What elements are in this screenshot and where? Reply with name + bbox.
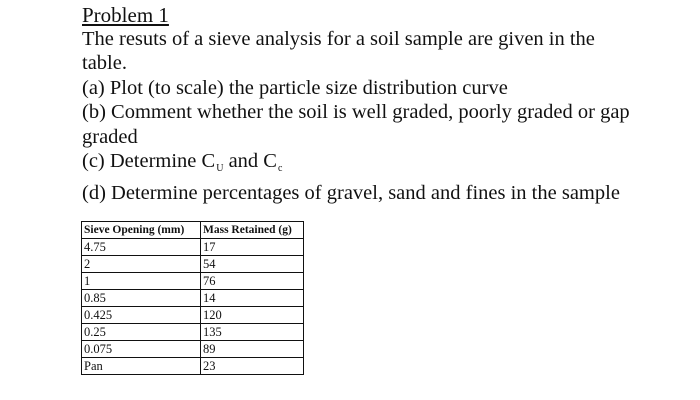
mass-retained-cell: 89 [201,341,304,358]
table-row [82,341,304,358]
part-c [82,149,642,181]
header-sieve-opening: Sieve Opening (mm) [82,222,201,239]
part-b: (b) Comment whether the soil is well graded, poorly graded or gap graded [82,101,630,148]
cc-subscript: c [277,163,283,175]
part-d: (d) Determine percentages of gravel, sand and fines in the sample [82,182,620,205]
part-a: (a) Plot (to scale) the particle size distribution curve [82,76,508,99]
problem-title: Problem 1 [82,3,169,27]
table-row [82,290,304,307]
sieve-opening-cell: 0.25 [82,324,201,341]
problem-text [82,3,642,206]
sieve-opening-cell: 2 [82,256,201,273]
mass-retained-cell: 120 [201,307,304,324]
table-header-row [82,222,304,239]
part-c-prefix: (c) Determine C [82,150,216,173]
sieve-opening-cell: 1 [82,273,201,290]
mass-retained-cell: 76 [201,273,304,290]
mass-retained-cell: 135 [201,324,304,341]
mass-retained-cell: 14 [201,290,304,307]
table-row [82,358,304,375]
sieve-opening-cell: Pan [82,358,201,375]
sieve-opening-cell: 0.85 [82,290,201,307]
table-row [82,324,304,341]
problem-intro: The resuts of a sieve analysis for a soil sample are given in the table. [82,28,595,75]
mass-retained-cell: 17 [201,239,304,256]
cu-subscript: U [216,163,224,175]
table-row [82,239,304,256]
table-row [82,307,304,324]
sieve-opening-cell: 0.425 [82,307,201,324]
header-mass-retained: Mass Retained (g) [201,222,304,239]
sieve-opening-cell: 4.75 [82,239,201,256]
part-c-mid: and C [223,150,277,173]
sieve-opening-cell: 0.075 [82,341,201,358]
mass-retained-cell: 54 [201,256,304,273]
mass-retained-cell: 23 [201,358,304,375]
sieve-table [81,221,304,375]
table-row [82,256,304,273]
table-row [82,273,304,290]
